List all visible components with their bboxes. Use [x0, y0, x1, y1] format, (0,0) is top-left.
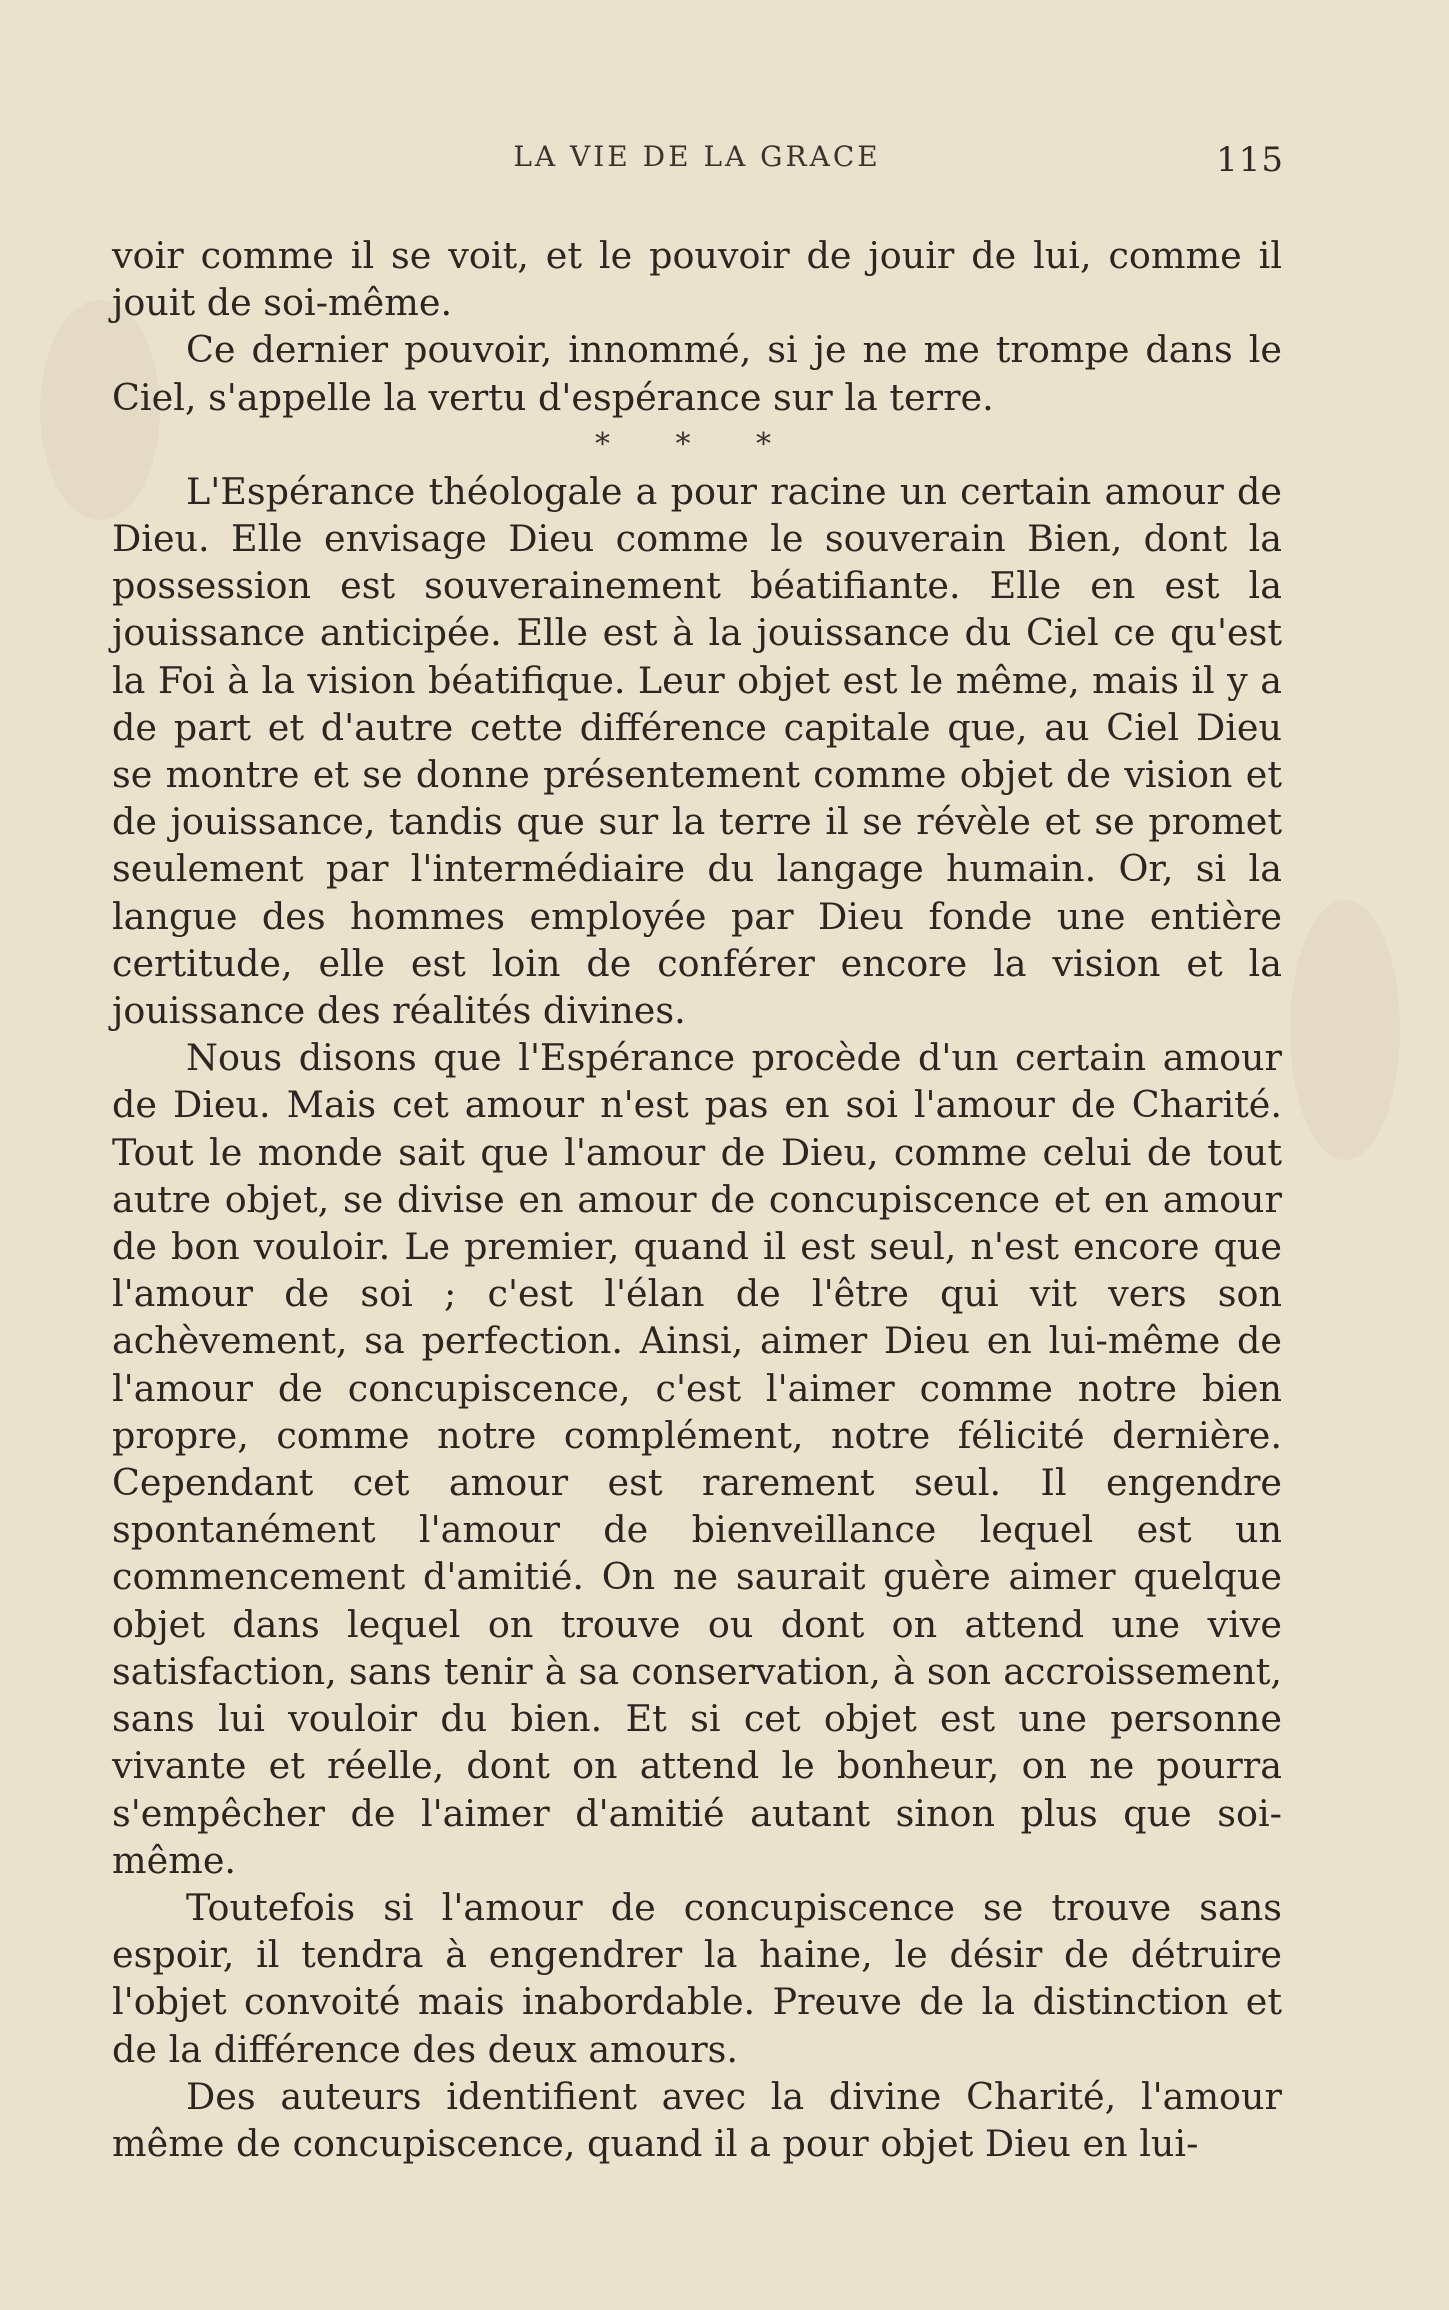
- paragraph: Des auteurs identifient avec la divine Charité, l'amour même de concupiscence, quand il a pour objet Dieu en lui-: [112, 2074, 1282, 2165]
- body-text: [112, 232, 1282, 2167]
- paragraph: L'Espérance théologale a pour racine un certain amour de Dieu. Elle envisage Dieu comme le souverain Bien, dont la possession est souverainement béatifiante. Elle en est la jouissance anticipée. Elle est à la jouissance du Ciel ce qu'est la Foi à la vision béatifique. Leur objet est le même, mais il y a de part et d'autre cette différence capitale que, au Ciel Dieu se montre et se donne présentement comme objet de vision et de jouissance, tandis que sur la terre il se révèle et se promet seulement par l'intermédiaire du langage humain. Or, si la langue des hommes employée par Dieu fonde une entière certitude, elle est loin de conférer encore la vision et la jouissance des réalités divines.: [112, 469, 1282, 1033]
- page-number: 115: [1216, 140, 1284, 180]
- paragraph: Ce dernier pouvoir, innommé, si je ne me trompe dans le Ciel, s'appelle la vertu d'espérance sur la terre.: [112, 328, 1282, 419]
- paper-stain: [1290, 900, 1400, 1160]
- running-header: [110, 140, 1284, 184]
- paragraph-continuation: voir comme il se voit, et le pouvoir de jouir de lui, comme il jouit de soi-même.: [112, 234, 1282, 325]
- paragraph: Nous disons que l'Espérance procède d'un certain amour de Dieu. Mais cet amour n'est pas en soi l'amour de Charité. Tout le monde sait que l'amour de Dieu, comme celui de tout autre objet, se divise en amour de concupiscence et en amour de bon vouloir. Le premier, quand il est seul, n'est encore que l'amour de soi ; c'est l'élan de l'être qui vit vers son achèvement, sa perfection. Ainsi, aimer Dieu en lui-même de l'amour de concupiscence, c'est l'aimer comme notre bien propre, comme notre complément, notre félicité dernière. Cependant cet amour est rarement seul. Il engendre spontanément l'amour de bienveillance lequel est un commencement d'amitié. On ne saurait guère aimer quelque objet dans lequel on trouve ou dont on attend une vive satisfaction, sans tenir à sa conservation, à son accroissement, sans lui vouloir du bien. Et si cet objet est une personne vivante et réelle, dont on attend le bonheur, on ne pourra s'empêcher de l'aimer d'amitié autant sinon plus que soi-même.: [112, 1036, 1282, 1882]
- section-separator: * * *: [594, 426, 800, 462]
- paragraph: Toutefois si l'amour de concupiscence se trouve sans espoir, il tendra à engendrer la haine, le désir de détruire l'objet convoité mais inabordable. Preuve de la distinction et de la différence des deux amours.: [112, 1885, 1282, 2071]
- running-title: LA VIE DE LA GRACE: [513, 140, 881, 173]
